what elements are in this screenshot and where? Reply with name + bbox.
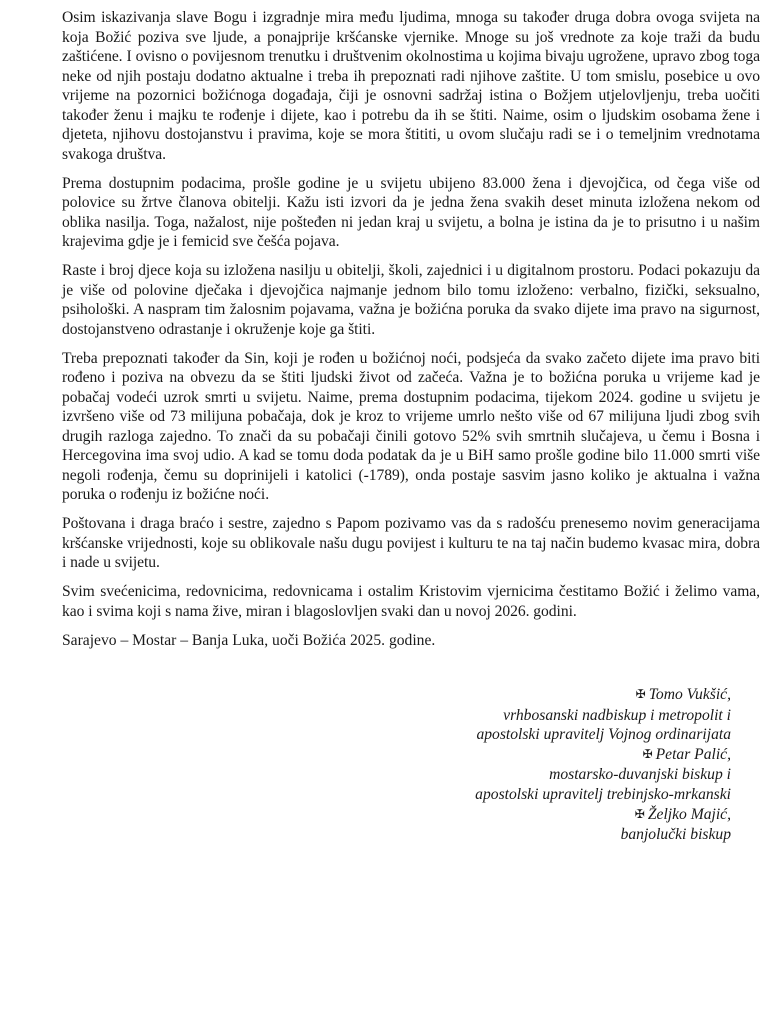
signatory-title: apostolski upravitelj trebinjsko-mrkanski xyxy=(475,785,731,803)
document-body xyxy=(62,8,760,662)
signature-block xyxy=(380,685,731,845)
signatory-title: apostolski upravitelj Vojnog ordinarijata xyxy=(476,726,731,744)
dateline: Sarajevo – Mostar – Banja Luka, uoči Božića 2025. godine. xyxy=(62,631,436,649)
signatory-name: Petar Palić, xyxy=(655,745,731,763)
signatory-name: Željko Majić, xyxy=(647,805,731,823)
cross-icon: ✠ xyxy=(642,746,653,761)
paragraph-2: Prema dostupnim podacima, prošle godine je u svijetu ubijeno 83.000 žena i djevojčica, od čega više od polovice su žrtve članova obitelji. Kažu isti izvori da je jedna žena svakih deset minuta izložena nekom od oblika nasilja. Toga, nažalost, nije pošteđen ni jedan kraj u svijetu, a bolna je istina da je to prisutno i u našim krajevima gdje je i femicid sve češća pojava. xyxy=(62,174,760,250)
signature-name-line xyxy=(380,805,731,826)
paragraph-5: Poštovana i draga braćo i sestre, zajedno s Papom pozivamo vas da s radošću prenesemo novim generacijama kršćanske vrijednosti, koje su oblikovale našu dugu povijest i kulturu te na taj način budemo kvasac mira, dobra i nade u svijetu. xyxy=(62,515,760,571)
signatory-name: Tomo Vukšić, xyxy=(648,686,731,703)
cross-icon: ✠ xyxy=(634,806,645,821)
signatory-title: banjolučki biskup xyxy=(620,826,731,844)
signature-name-line xyxy=(380,685,731,706)
signature-name-line xyxy=(380,745,731,766)
paragraph-1: Osim iskazivanja slave Bogu i izgradnje mira među ljudima, mnoga su također druga dobra ovoga svijeta na koja Božić poziva sve ljude, a ponajprije kršćanske vjernike. Mnoge su još vrednote za koje traži da budu zaštićene. I ovisno o povijesnom trenutku i društvenim okolnostima u kojima bivaju ugrožene, upravo zbog toga neke od njih postaju dodatno aktualne i treba ih prepoznati radi njihove zaštite. U tom smislu, posebice u ovo vrijeme na pozornici božićnoga događaja, čiji je osnovni sadržaj istina o Božjem utjelovljenju, treba uočiti također ženu i majku te rođenje i dijete, kao i potrebu da ih se štiti. Naime, osim o ljudskim osobama žene i djeteta, njihovu dostojanstvu i pravima, koje se mora štititi, u ovom slučaju radi se i o temeljnim vrednotama svakoga društva. xyxy=(62,9,760,163)
paragraph-3: Raste i broj djece koja su izložena nasilju u obitelji, školi, zajednici i u digitalnom prostoru. Podaci pokazuju da je više od polovine dječaka i djevojčica najmanje jednom bilo tomu izloženo: verbalno, fizički, seksualno, psihološki. A naspram tim žalosnim pojavama, važna je božićna poruka da svako dijete ima pravo na sigurnost, dostojanstveno odrastanje i okruženje koje ga štiti. xyxy=(62,262,760,338)
paragraph-4: Treba prepoznati također da Sin, koji je rođen u božićnoj noći, podsjeća da svako začeto dijete ima pravo biti rođeno i poziva na obvezu da se štiti ljudski život od začeća. Važna je to božićna poruka u vrijeme kad je pobačaj vodeći uzrok smrti u svijetu. Naime, prema dostupnim podacima, tijekom 2024. godine u svijetu je izvršeno više od 73 milijuna pobačaja, dok je kroz to vrijeme umrlo nešto više od 67 milijuna ljudi zbog svih drugih razloga zajedno. To znači da su pobačaji činili gotovo 52% svih smrtnih slučajeva, u čemu i Bosna i Hercegovina ima svoj udio. A kad se tomu doda podatak da je u BiH samo prošle godine bilo 11.000 smrti više negoli rođenja, čemu su doprinijeli i katolici (-1789), onda postaje sasvim jasno koliko je aktualna i važna poruka o rođenju iz božićne noći. xyxy=(62,349,760,503)
paragraph-6: Svim svećenicima, redovnicima, redovnicama i ostalim Kristovim vjernicima čestitamo Božić i želimo vama, kao i svima koji s nama žive, miran i blagoslovljen svaki dan u novoj 2026. godini. xyxy=(62,583,760,620)
signatory-title: mostarsko-duvanjski biskup i xyxy=(549,766,731,784)
cross-icon: ✠ xyxy=(635,687,646,701)
signatory-title: vrhbosanski nadbiskup i metropolit i xyxy=(503,706,731,724)
